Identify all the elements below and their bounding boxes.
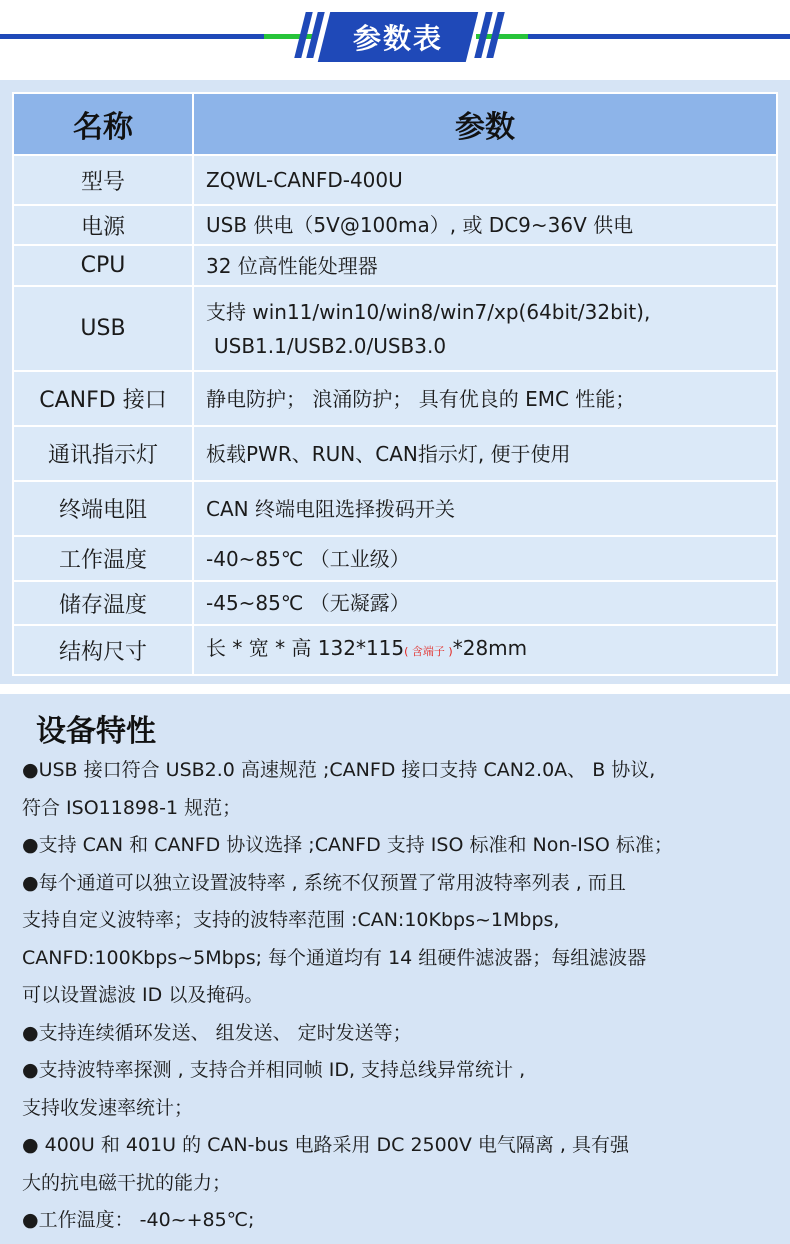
table-header-row: [13, 93, 777, 155]
row-value-usb: [193, 286, 777, 371]
header-line-right: [518, 34, 790, 39]
row-value-canfd: 静电防护； 浪涌防护； 具有优良的 EMC 性能；: [193, 371, 777, 426]
column-header-value: 参数: [193, 93, 777, 155]
page-title: 参数表: [352, 22, 443, 55]
header-line-left: [0, 34, 282, 39]
row-name-store-temp: 储存温度: [13, 581, 193, 625]
row-name-terminal: 终端电阻: [13, 481, 193, 536]
row-name-canfd: CANFD 接口: [13, 371, 193, 426]
feature-line: ●支持波特率探测 , 支持合并相同帧 ID, 支持总线异常统计 ,: [22, 1059, 526, 1081]
header-accent-left: [264, 34, 316, 39]
features-section: [0, 694, 790, 1244]
feature-line: 可以设置滤波 ID 以及掩码。: [22, 984, 264, 1006]
feature-line: ●USB 接口符合 USB2.0 高速规范 ;CANFD 接口支持 CAN2.0A、 B 协议,: [22, 759, 656, 781]
row-value-work-temp: -40~85℃ （工业级）: [193, 536, 777, 581]
size-suffix: *28mm: [452, 636, 528, 660]
feature-line: ●每个通道可以独立设置波特率 , 系统不仅预置了常用波特率列表 , 而且: [22, 871, 626, 894]
features-list: [22, 752, 782, 1240]
table-row: [13, 371, 777, 426]
row-name-size: 结构尺寸: [13, 625, 193, 675]
table-row: [13, 426, 777, 481]
feature-line: 支持收发速率统计；: [22, 1096, 194, 1119]
table-row: [13, 155, 777, 205]
table-row: [13, 536, 777, 581]
table-row: [13, 481, 777, 536]
usb-line-1: 支持 win11/win10/win8/win7/xp(64bit/32bit),: [206, 299, 651, 324]
feature-line: 大的抗电磁干扰的能力；: [22, 1171, 232, 1194]
feature-line: ●支持 CAN 和 CANFD 协议选择 ;CANFD 支持 ISO 标准和 Non-ISO 标准；: [22, 834, 673, 856]
feature-line: 支持自定义波特率；支持的波特率范围 :CAN:10Kbps~1Mbps,: [22, 909, 560, 931]
row-value-model: ZQWL-CANFD-400U: [193, 155, 777, 205]
row-name-cpu: CPU: [13, 245, 193, 286]
feature-line: ●支持连续循环发送、 组发送、 定时发送等；: [22, 1021, 412, 1044]
table-row: [13, 286, 777, 371]
row-value-store-temp: -45~85℃ （无凝露）: [193, 581, 777, 625]
table-row: [13, 245, 777, 286]
feature-line: CANFD:100Kbps~5Mbps; 每个通道均有 14 组硬件滤波器；每组滤波器: [22, 946, 647, 969]
parameter-table-section: [0, 80, 790, 684]
feature-line: 符合 ISO11898-1 规范；: [22, 796, 242, 819]
usb-line-2: USB1.1/USB2.0/USB3.0: [214, 333, 447, 358]
column-header-name: 名称: [13, 93, 193, 155]
table-row: [13, 625, 777, 675]
feature-line: ● 400U 和 401U 的 CAN-bus 电路采用 DC 2500V 电气隔离 , 具有强: [22, 1134, 629, 1156]
row-value-power: USB 供电（5V@100ma）, 或 DC9~36V 供电: [193, 205, 777, 245]
header-banner: [0, 0, 790, 80]
row-name-indicator: 通讯指示灯: [13, 426, 193, 481]
table-row: [13, 581, 777, 625]
size-prefix: 长 * 宽 * 高 132*115: [206, 636, 405, 660]
table-row: [13, 205, 777, 245]
row-name-power: 电源: [13, 205, 193, 245]
row-value-terminal: CAN 终端电阻选择拨码开关: [193, 481, 777, 536]
row-name-work-temp: 工作温度: [13, 536, 193, 581]
row-value-size: [193, 625, 777, 675]
feature-line: ●工作温度： -40~+85℃;: [22, 1209, 255, 1231]
row-name-usb: USB: [13, 286, 193, 371]
row-value-cpu: 32 位高性能处理器: [193, 245, 777, 286]
parameter-table: [12, 92, 778, 676]
features-title: 设备特性: [36, 714, 156, 749]
size-note: ( 含端子 ): [404, 645, 453, 658]
row-value-indicator: 板载PWR、RUN、CAN指示灯, 便于使用: [193, 426, 777, 481]
row-name-model: 型号: [13, 155, 193, 205]
